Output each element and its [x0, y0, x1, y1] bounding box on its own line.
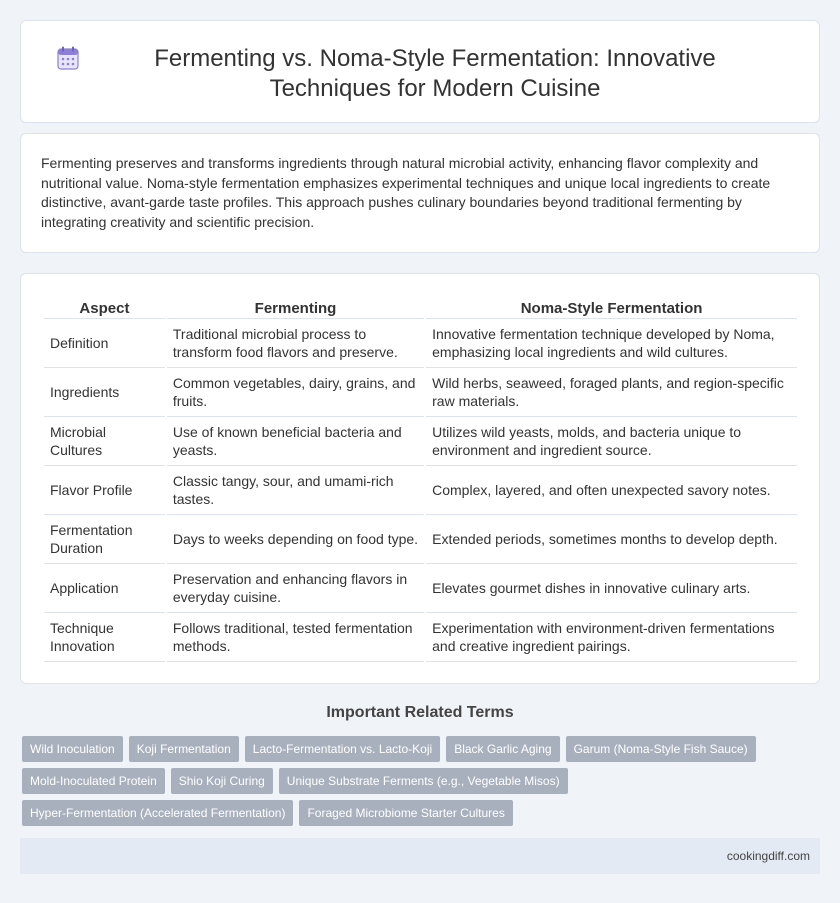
title-card [20, 20, 820, 123]
footer [20, 838, 820, 874]
fermenting-cell: Use of known beneficial bacteria and yeasts. [167, 417, 424, 466]
comparison-card [20, 273, 820, 684]
fermenting-cell: Classic tangy, sour, and umami-rich tastes. [167, 466, 424, 515]
table-row [44, 515, 797, 564]
related-term-tag[interactable]: Hyper-Fermentation (Accelerated Fermentation) [22, 800, 293, 826]
table-row [44, 368, 797, 417]
noma-cell: Complex, layered, and often unexpected savory notes. [426, 466, 797, 515]
aspect-cell: Technique Innovation [44, 613, 165, 662]
noma-cell: Elevates gourmet dishes in innovative culinary arts. [426, 564, 797, 613]
footer-site-name[interactable]: cookingdiff.com [726, 849, 810, 863]
related-term-tag[interactable]: Black Garlic Aging [446, 736, 559, 762]
related-term-tag[interactable]: Shio Koji Curing [171, 768, 273, 794]
aspect-cell: Fermentation Duration [44, 515, 165, 564]
aspect-cell: Application [44, 564, 165, 613]
header-aspect: Aspect [44, 296, 165, 319]
fermenting-cell: Follows traditional, tested fermentation methods. [167, 613, 424, 662]
noma-cell: Utilizes wild yeasts, molds, and bacteria unique to environment and ingredient source. [426, 417, 797, 466]
related-term-tag[interactable]: Mold-Inoculated Protein [22, 768, 165, 794]
fermenting-cell: Traditional microbial process to transform food flavors and preserve. [167, 319, 424, 368]
related-term-tag[interactable]: Garum (Noma-Style Fish Sauce) [566, 736, 756, 762]
related-term-tag[interactable]: Unique Substrate Ferments (e.g., Vegetable Misos) [279, 768, 568, 794]
aspect-cell: Ingredients [44, 368, 165, 417]
aspect-cell: Microbial Cultures [44, 417, 165, 466]
intro-card [20, 133, 820, 253]
table-row [44, 466, 797, 515]
table-row [44, 564, 797, 613]
related-term-tag[interactable]: Koji Fermentation [129, 736, 239, 762]
related-terms-title: Important Related Terms [326, 704, 514, 721]
fermenting-cell: Days to weeks depending on food type. [167, 515, 424, 564]
related-terms-list [22, 736, 822, 832]
table-row [44, 319, 797, 368]
noma-cell: Innovative fermentation technique developed by Noma, emphasizing local ingredients and wild cultures. [426, 319, 797, 368]
noma-cell: Experimentation with environment-driven fermentations and creative ingredient pairings. [426, 613, 797, 662]
table-row [44, 613, 797, 662]
fermenting-cell: Common vegetables, dairy, grains, and fruits. [167, 368, 424, 417]
header-fermenting: Fermenting [167, 296, 424, 319]
header-noma-style: Noma-Style Fermentation [426, 296, 797, 319]
table-header-row [44, 296, 797, 319]
comparison-table [42, 296, 799, 662]
noma-cell: Wild herbs, seaweed, foraged plants, and region-specific raw materials. [426, 368, 797, 417]
page-title: Fermenting vs. Noma-Style Fermentation: Innovative Techniques for Modern Cuisine [154, 45, 716, 102]
noma-cell: Extended periods, sometimes months to develop depth. [426, 515, 797, 564]
table-row [44, 417, 797, 466]
intro-paragraph: Fermenting preserves and transforms ingredients through natural microbial activity, enhancing flavor complexity and nutritional value. Noma-style fermentation emphasizes experimental techniques and unique local ingredients to create distinctive, avant-garde taste profiles. This approach pushes culinary boundaries beyond traditional fermenting by integrating creativity and scientific precision. [41, 155, 771, 230]
aspect-cell: Definition [44, 319, 165, 368]
related-term-tag[interactable]: Foraged Microbiome Starter Cultures [299, 800, 512, 826]
aspect-cell: Flavor Profile [44, 466, 165, 515]
related-term-tag[interactable]: Wild Inoculation [22, 736, 123, 762]
related-term-tag[interactable]: Lacto-Fermentation vs. Lacto-Koji [245, 736, 440, 762]
fermenting-cell: Preservation and enhancing flavors in everyday cuisine. [167, 564, 424, 613]
